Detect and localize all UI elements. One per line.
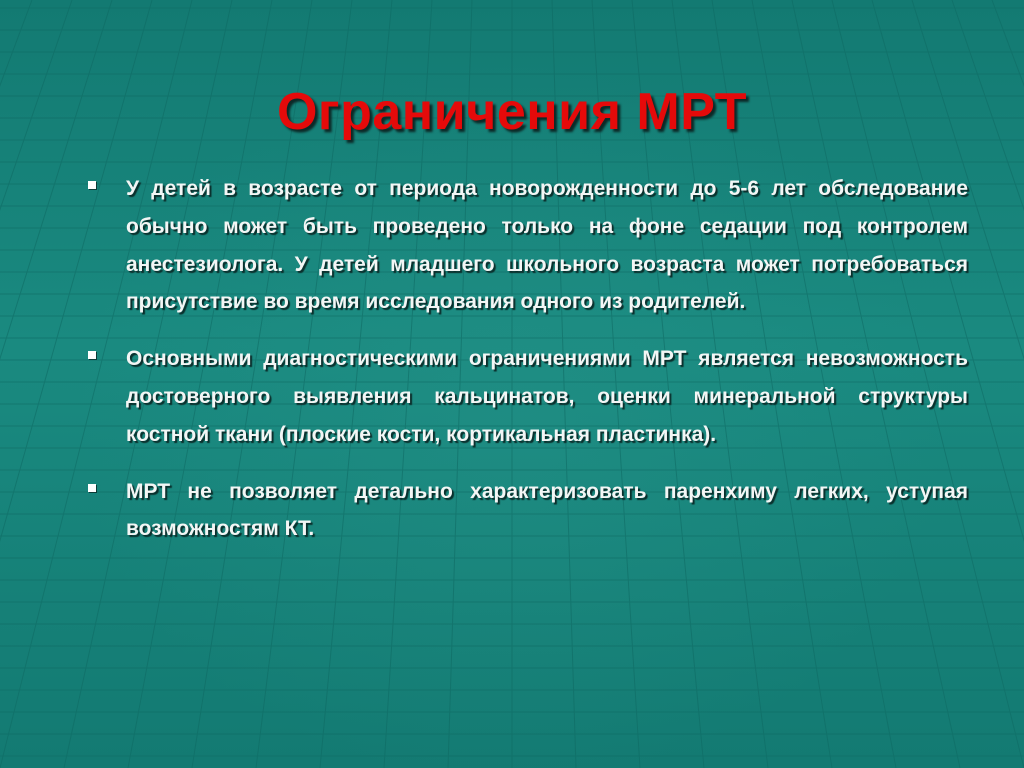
bullet-item-2 [88,340,968,453]
bullet-item-3 [88,473,968,549]
bullet-list [88,170,968,567]
bullet-text-3: МРТ не позволяет детально характеризовать паренхиму легких, уступая возможностям КТ. [126,479,968,541]
square-bullet-icon [88,181,96,189]
bullet-item-1 [88,170,968,321]
slide-title: Ограничения МРТ [276,83,747,141]
square-bullet-icon [88,351,96,359]
bullet-text-1: У детей в возрасте от периода новорожденности до 5-6 лет обследование обычно может быть проведено только на фоне седации под контролем анестезиолога. У детей младшего школьного возраста может потребоваться присутствие во время исследования одного из родителей. [126,177,968,314]
bullet-text-2: Основными диагностическими ограничениями МРТ является невозможность достоверного выявления кальцинатов, оценки минеральной структуры костной ткани (плоские кости, кортикальная пластинка). [126,347,968,446]
square-bullet-icon [88,484,96,492]
